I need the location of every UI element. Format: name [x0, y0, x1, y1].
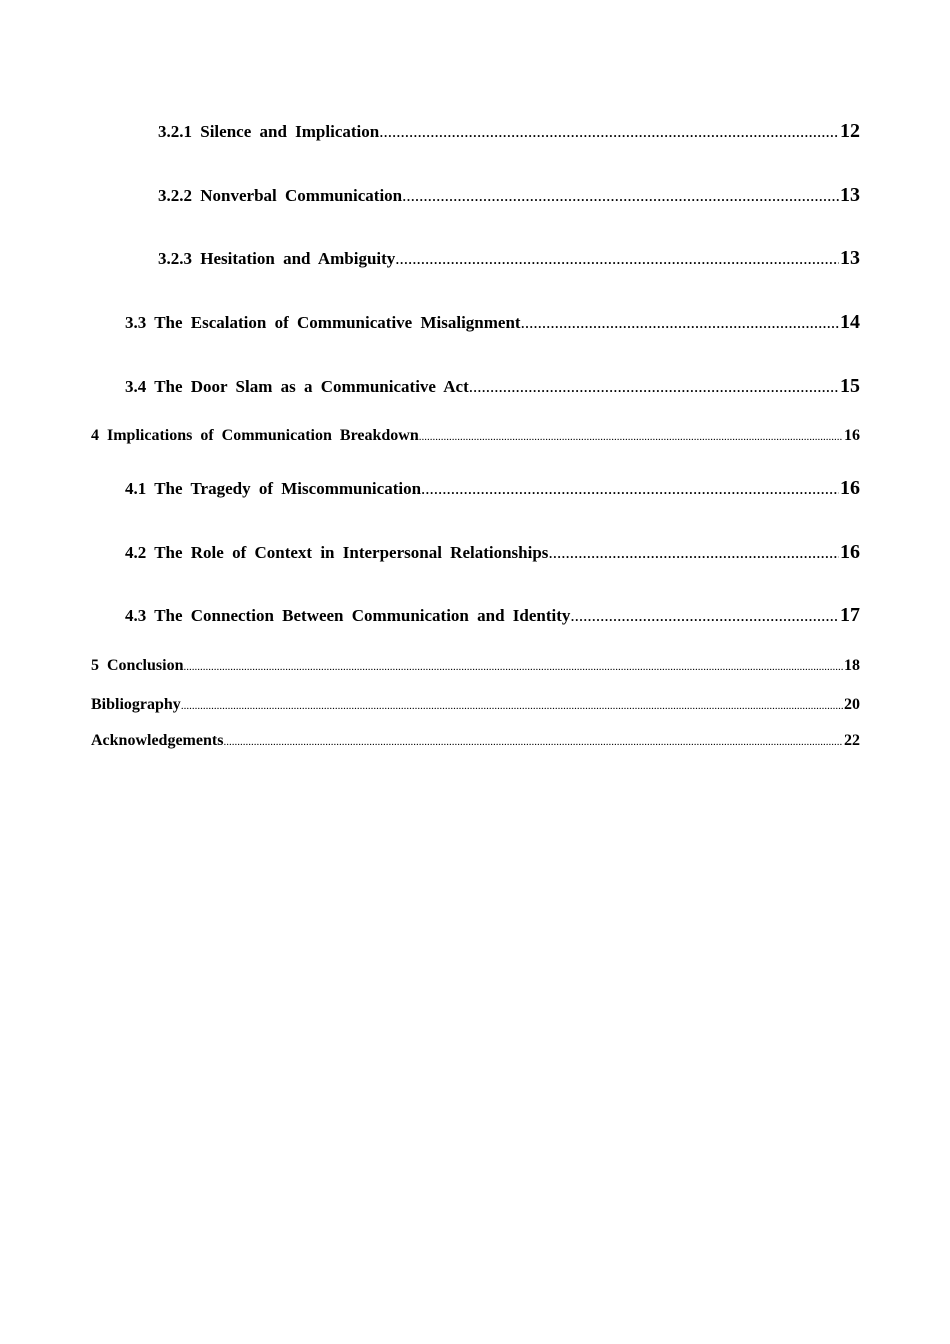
toc-entry-label: 3.2.3 Hesitation and Ambiguity — [158, 249, 396, 268]
toc-entry-page-number: 17 — [840, 604, 860, 626]
toc-entry-page-number: 16 — [840, 541, 860, 563]
toc-entry-label: 5 Conclusion — [91, 657, 184, 674]
toc-entry-label: 3.2.2 Nonverbal Communication — [158, 186, 403, 205]
dot-leader — [570, 606, 839, 626]
toc-entry-label: 3.4 The Door Slam as a Communicative Act — [125, 377, 469, 396]
toc-entry-chapter-5[interactable] — [91, 657, 860, 675]
dot-leader — [223, 736, 843, 748]
dot-leader — [402, 186, 839, 206]
dot-leader — [183, 661, 843, 673]
dot-leader — [469, 377, 839, 397]
toc-entry-page-number: 16 — [844, 427, 860, 444]
toc-entry-3-2-2[interactable] — [158, 184, 860, 207]
toc-entry-label: 3.2.1 Silence and Implication — [158, 122, 380, 141]
dot-leader — [395, 249, 839, 269]
toc-entry-acknowledgements[interactable] — [91, 732, 860, 750]
toc-entry-label: 4.2 The Role of Context in Interpersonal Relationships — [125, 543, 549, 562]
dot-leader — [548, 543, 839, 563]
toc-entry-page-number: 22 — [844, 732, 860, 749]
dot-leader — [379, 122, 839, 142]
toc-entry-bibliography[interactable] — [91, 696, 860, 714]
toc-entry-label: 4.1 The Tragedy of Miscommunication — [125, 479, 422, 498]
toc-entry-page-number: 18 — [844, 657, 860, 674]
toc-entry-3-3[interactable] — [125, 311, 860, 334]
toc-entry-page-number: 14 — [840, 311, 860, 333]
toc-entry-label: 4.3 The Connection Between Communication and Identity — [125, 606, 571, 625]
toc-entry-page-number: 16 — [840, 477, 860, 499]
toc-entry-4-3[interactable] — [125, 604, 860, 627]
toc-entry-label: 3.3 The Escalation of Communicative Misalignment — [125, 313, 521, 332]
toc-entry-chapter-4[interactable] — [91, 427, 860, 445]
toc-entry-page-number: 20 — [844, 696, 860, 713]
toc-entry-4-2[interactable] — [125, 541, 860, 564]
dot-leader — [521, 313, 839, 333]
dot-leader — [421, 479, 839, 499]
toc-entry-label: Bibliography — [91, 696, 181, 713]
toc-entry-4-1[interactable] — [125, 477, 860, 500]
toc-entry-page-number: 13 — [840, 184, 860, 206]
toc-entry-label: Acknowledgements — [91, 732, 224, 749]
toc-entry-label: 4 Implications of Communication Breakdown — [91, 427, 419, 444]
dot-leader — [181, 700, 843, 712]
toc-entry-3-4[interactable] — [125, 375, 860, 398]
toc-entry-page-number: 12 — [840, 120, 860, 142]
dot-leader — [419, 431, 843, 443]
toc-entry-page-number: 13 — [840, 247, 860, 269]
toc-entry-page-number: 15 — [840, 375, 860, 397]
toc-entry-3-2-1[interactable] — [158, 120, 860, 143]
toc-entry-3-2-3[interactable] — [158, 247, 860, 270]
